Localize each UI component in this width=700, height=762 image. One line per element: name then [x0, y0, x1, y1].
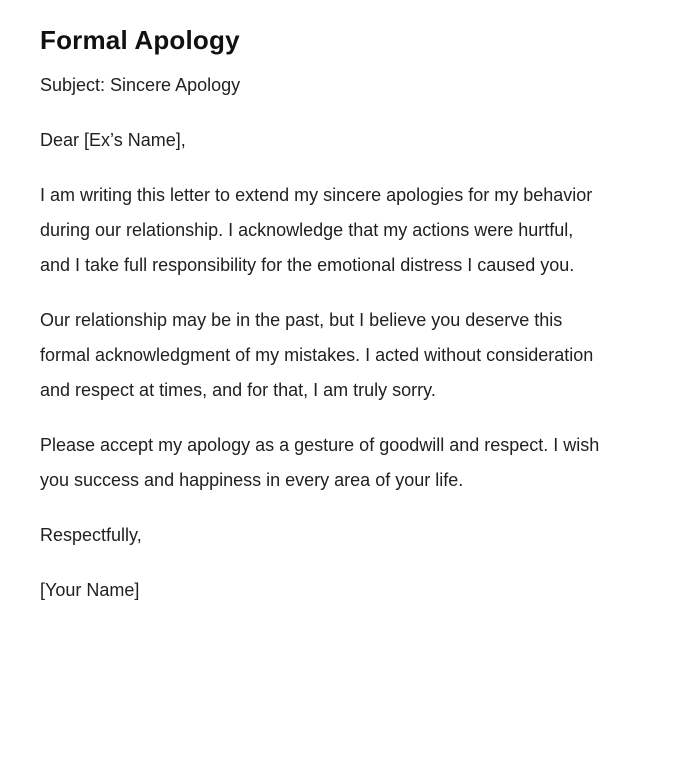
subject-line: Subject: Sincere Apology	[40, 74, 241, 95]
letter-paragraph-2: Our relationship may be in the past, but I believe you deserve this formal acknowledgment of my mistakes. I acted without consideration and respect at times, and for that, I am truly sorry.	[40, 309, 594, 400]
salutation: Dear [Ex’s Name],	[40, 129, 186, 150]
closing: Respectfully,	[40, 524, 142, 545]
letter-paragraph-1: I am writing this letter to extend my sincere apologies for my behavior during our relationship. I acknowledge that my actions were hurtful, and I take full responsibility for the emotional distress I caused you.	[40, 184, 593, 275]
letter-paragraph-3: Please accept my apology as a gesture of goodwill and respect. I wish you success and happiness in every area of your life.	[40, 434, 600, 490]
page-title: Formal Apology	[40, 25, 240, 55]
signature: [Your Name]	[40, 579, 140, 600]
